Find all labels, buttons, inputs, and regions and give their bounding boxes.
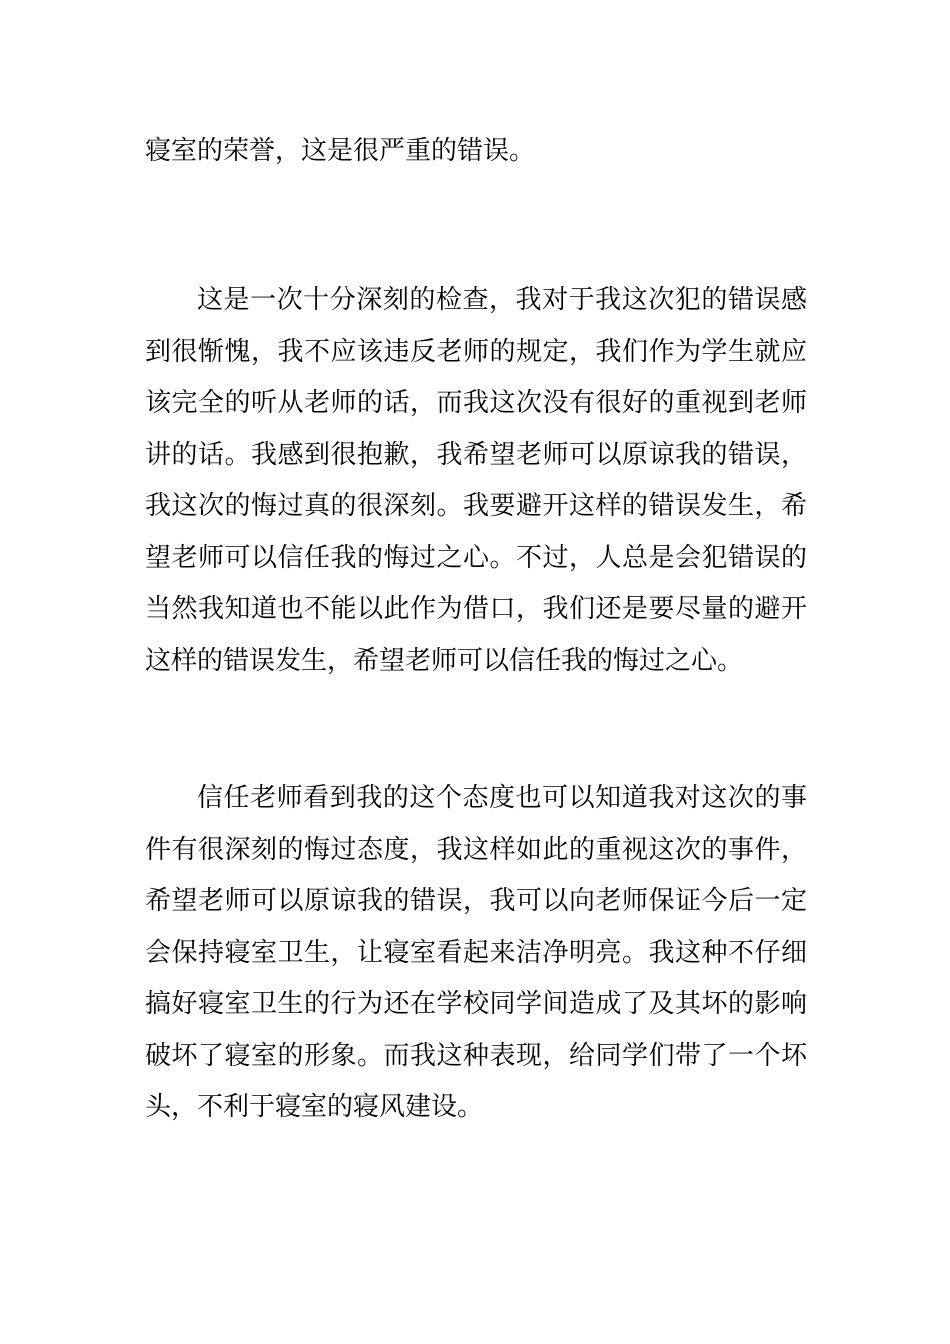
paragraph-promise: 信任老师看到我的这个态度也可以知道我对这次的事件有很深刻的悔过态度，我这样如此的重视这次的事件，希望老师可以原谅我的错误，我可以向老师保证今后一定会保持寝室卫生，让寝室看起来洁净明亮。我这种不仔细搞好寝室卫生的行为还在学校同学间造成了及其坏的影响破坏了寝室的形象。而我这种表现，给同学们带了一个坏头，不利于寝室的寝风建设。 <box>145 783 807 1122</box>
paragraph-continuation: 寝室的荣誉，这是很严重的错误。 <box>145 136 536 166</box>
paragraph-apology: 这是一次十分深刻的检查，我对于我这次犯的错误感到很惭愧，我不应该违反老师的规定，我们作为学生就应该完全的听从老师的话，而我这次没有很好的重视到老师讲的话。我感到很抱歉，我希望老师可以原谅我的错误，我这次的悔过真的很深刻。我要避开这样的错误发生，希望老师可以信任我的悔过之心。不过，人总是会犯错误的当然我知道也不能以此作为借口，我们还是要尽量的避开这样的错误发生，希望老师可以信任我的悔过之心。 <box>145 285 807 676</box>
